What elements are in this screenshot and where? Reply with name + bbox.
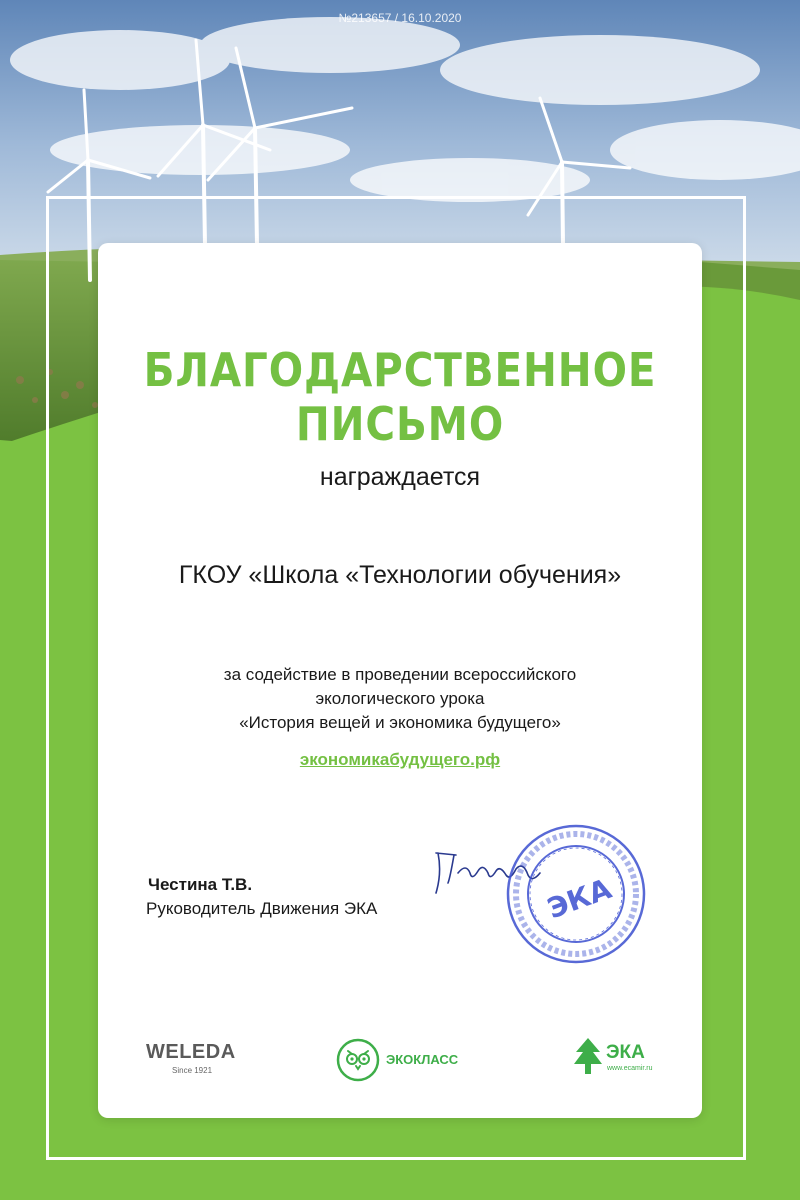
svg-text:ЭКА: ЭКА — [543, 871, 616, 926]
certificate-title — [134, 343, 666, 451]
ecoklass-name: ЭКОКЛАСС — [386, 1052, 459, 1067]
reason-line-2: экологического урока — [315, 689, 485, 708]
title-line-2: ПИСЬМО — [295, 397, 505, 451]
weleda-name: WELEDA — [146, 1041, 236, 1063]
owl-icon — [336, 1038, 380, 1082]
eka-site: www.ecamir.ru — [607, 1065, 653, 1072]
signer-role: Руководитель Движения ЭКА — [146, 899, 378, 918]
weleda-logo — [146, 1041, 246, 1081]
tree-icon — [572, 1036, 604, 1076]
organization-stamp — [503, 821, 649, 967]
certificate-card — [98, 243, 702, 1118]
document-number: №213657 / 16.10.2020 — [338, 11, 462, 25]
signer-name: Честина Т.В. — [148, 875, 253, 894]
recipient-name: ГКОУ «Школа «Технологии обучения» — [178, 561, 622, 589]
reason-line-1: за содействие в проведении всероссийского — [223, 665, 577, 684]
award-reason — [98, 663, 702, 735]
weleda-since: Since 1921 — [172, 1066, 213, 1075]
eka-logo — [572, 1036, 672, 1082]
eka-name: ЭКА — [606, 1042, 645, 1063]
title-line-1: БЛАГОДАРСТВЕННОЕ — [143, 343, 657, 397]
reason-line-3: «История вещей и экономика будущего» — [239, 713, 561, 732]
ecoklass-logo — [336, 1038, 476, 1084]
website-link[interactable]: экономикабудущего.рф — [299, 750, 501, 769]
awarded-label: награждается — [319, 463, 481, 491]
